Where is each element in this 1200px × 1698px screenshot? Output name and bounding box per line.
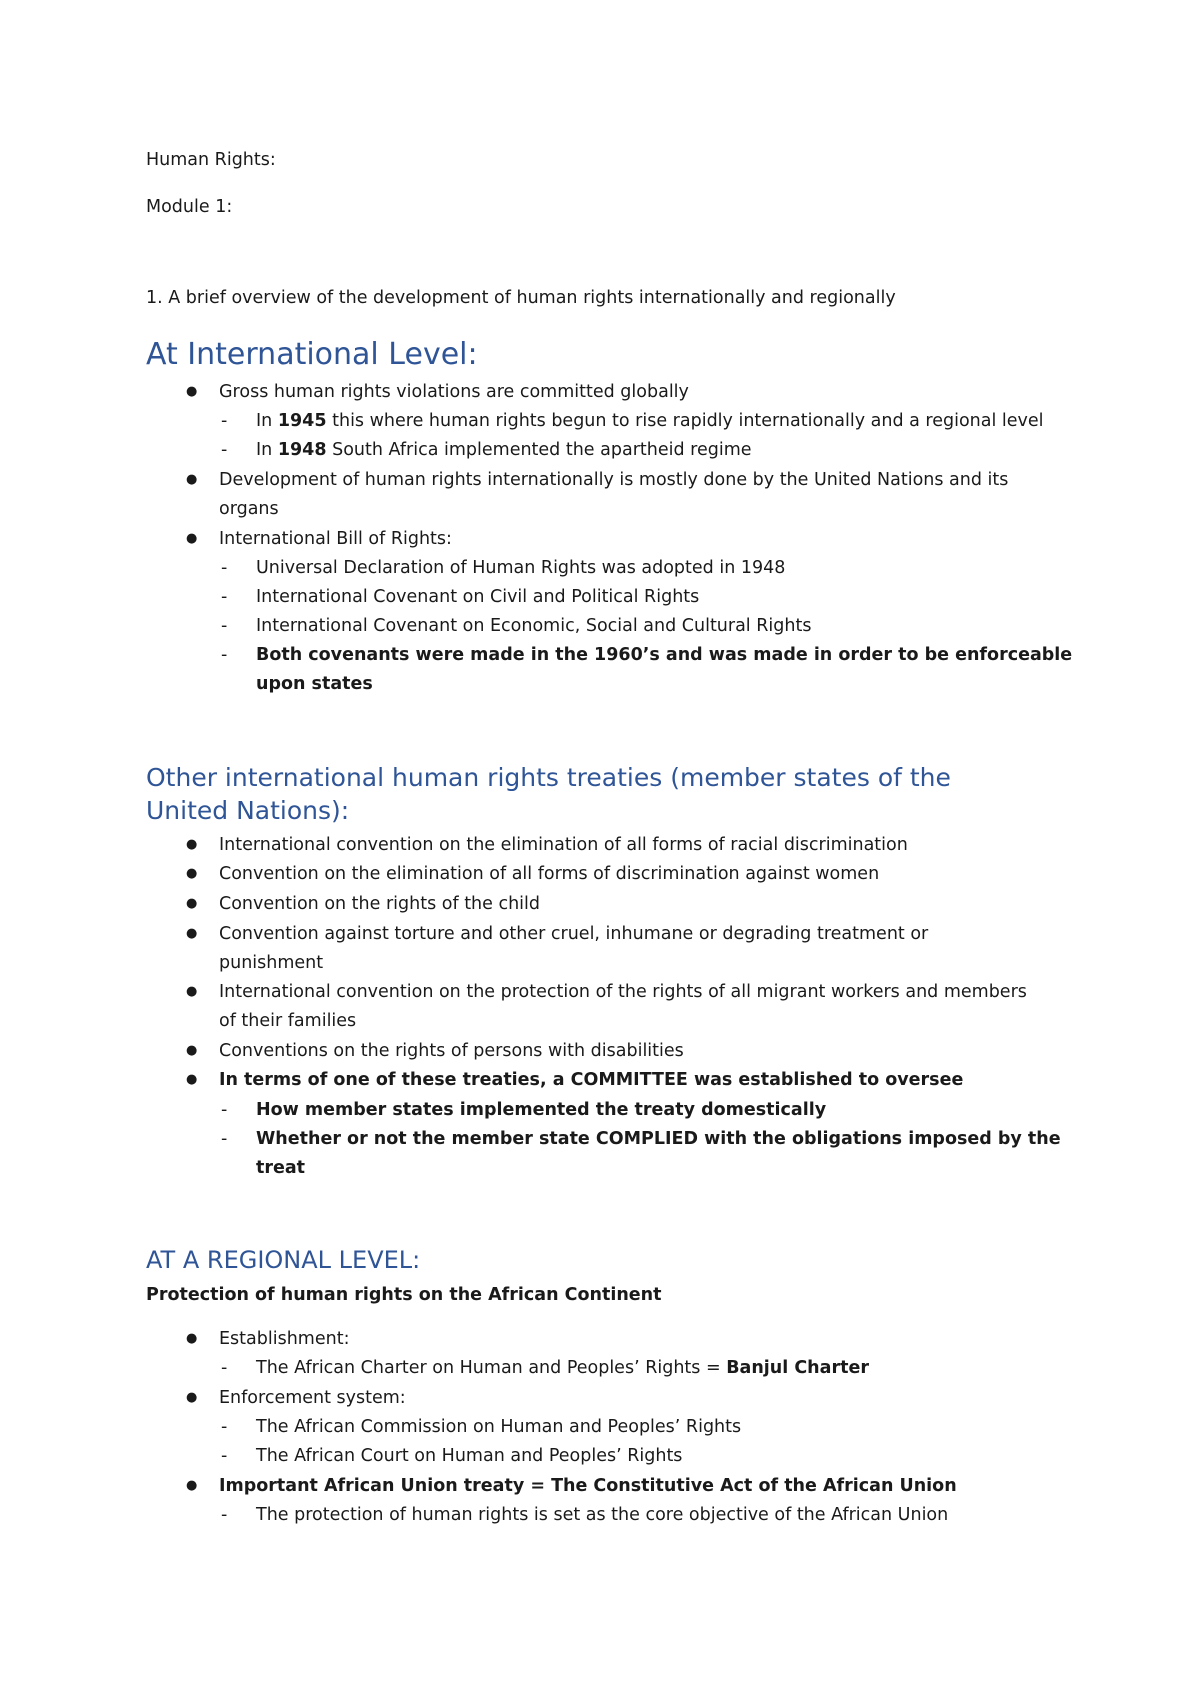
intro-line: 1. A brief overview of the development of human rights internationally and regionally: [146, 288, 896, 308]
dash-icon: -: [221, 558, 228, 578]
list-item: Convention on the rights of the child: [219, 894, 541, 914]
list-item: Convention on the elimination of all forms of discrimination against women: [219, 864, 880, 884]
dash-icon: -: [221, 1446, 228, 1466]
bullet-icon: ●: [186, 896, 198, 911]
bullet-icon: ●: [186, 866, 198, 881]
dash-icon: -: [221, 1417, 228, 1437]
list-item: Conventions on the rights of persons with disabilities: [219, 1041, 684, 1061]
sub-list-item: International Covenant on Civil and Political Rights: [256, 587, 700, 607]
sub-list-item: In 1945 this where human rights begun to rise rapidly internationally and a regional level: [256, 411, 1044, 431]
sub-list-item: The African Commission on Human and Peoples’ Rights: [256, 1417, 742, 1437]
list-item: Establishment:: [219, 1329, 350, 1349]
sub-list-item: How member states implemented the treaty domestically: [256, 1100, 827, 1120]
sub-list-item-continuation: upon states: [256, 674, 373, 694]
subheading-african-continent: Protection of human rights on the African Continent: [146, 1285, 662, 1305]
dash-icon: -: [221, 1100, 228, 1120]
sub-list-item: Both covenants were made in the 1960’s and was made in order to be enforceable: [256, 645, 1073, 665]
sub-list-item: The African Charter on Human and Peoples’ Rights = Banjul Charter: [256, 1358, 869, 1378]
list-item: International convention on the protection of the rights of all migrant workers and members: [219, 982, 1027, 1002]
bullet-icon: ●: [186, 1043, 198, 1058]
list-item-continuation: of their families: [219, 1011, 357, 1031]
bullet-icon: ●: [186, 984, 198, 999]
sub-list-item: The African Court on Human and Peoples’ Rights: [256, 1446, 683, 1466]
list-item: Convention against torture and other cruel, inhumane or degrading treatment or: [219, 924, 929, 944]
bullet-icon: ●: [186, 837, 198, 852]
heading-other-treaties-continuation: United Nations):: [146, 796, 350, 825]
bullet-icon: ●: [186, 472, 198, 487]
bullet-icon: ●: [186, 1390, 198, 1405]
bullet-icon: ●: [186, 384, 198, 399]
list-item-continuation: organs: [219, 499, 279, 519]
sub-list-item-continuation: treat: [256, 1158, 306, 1178]
dash-icon: -: [221, 411, 228, 431]
list-item: Development of human rights internationally is mostly done by the United Nations and its: [219, 470, 1009, 490]
sub-list-item: The protection of human rights is set as the core objective of the African Union: [256, 1505, 949, 1525]
list-item: International Bill of Rights:: [219, 529, 452, 549]
sub-list-item: Whether or not the member state COMPLIED with the obligations imposed by the: [256, 1129, 1061, 1149]
document-title: Human Rights:: [146, 150, 276, 170]
sub-list-item: In 1948 South Africa implemented the apartheid regime: [256, 440, 752, 460]
heading-international: At International Level:: [146, 337, 478, 372]
bullet-icon: ●: [186, 1478, 198, 1493]
dash-icon: -: [221, 440, 228, 460]
heading-regional: AT A REGIONAL LEVEL:: [146, 1246, 421, 1274]
module-label: Module 1:: [146, 197, 233, 217]
bullet-icon: ●: [186, 1331, 198, 1346]
dash-icon: -: [221, 645, 228, 665]
dash-icon: -: [221, 616, 228, 636]
bullet-icon: ●: [186, 1072, 198, 1087]
list-item-continuation: punishment: [219, 953, 324, 973]
list-item: In terms of one of these treaties, a COMMITTEE was established to oversee: [219, 1070, 964, 1090]
list-item: Important African Union treaty = The Constitutive Act of the African Union: [219, 1476, 957, 1496]
dash-icon: -: [221, 1358, 228, 1378]
list-item: Enforcement system:: [219, 1388, 406, 1408]
bullet-icon: ●: [186, 531, 198, 546]
dash-icon: -: [221, 1505, 228, 1525]
bullet-icon: ●: [186, 926, 198, 941]
dash-icon: -: [221, 1129, 228, 1149]
heading-other-treaties: Other international human rights treaties (member states of the: [146, 763, 951, 792]
dash-icon: -: [221, 587, 228, 607]
list-item: International convention on the elimination of all forms of racial discrimination: [219, 835, 908, 855]
sub-list-item: Universal Declaration of Human Rights was adopted in 1948: [256, 558, 786, 578]
list-item: Gross human rights violations are committed globally: [219, 382, 689, 402]
sub-list-item: International Covenant on Economic, Social and Cultural Rights: [256, 616, 812, 636]
